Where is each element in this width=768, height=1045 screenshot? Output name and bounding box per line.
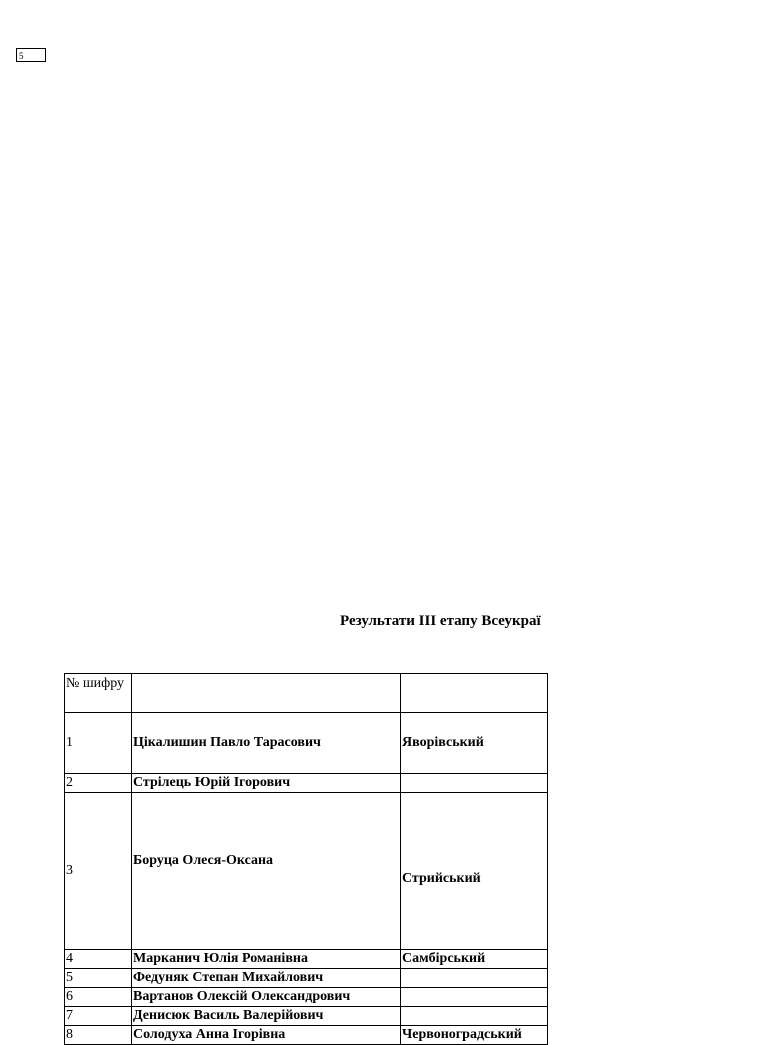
results-table [64,673,548,1045]
row-cipher-number: 2 [65,774,132,793]
row-participant-name: Денисюк Василь Валерійович [132,1007,401,1026]
row-district [401,969,548,988]
header-cipher-number: № шифру [65,674,132,713]
row-district [401,988,548,1007]
row-participant-name: Цікалишин Павло Тарасович [132,713,401,774]
table-row [65,774,548,793]
row-cipher-number: 1 [65,713,132,774]
row-district: Яворівський [401,713,548,774]
table-row [65,793,548,950]
row-participant-name: Федуняк Степан Михайлович [132,969,401,988]
row-district: Самбірський [401,950,548,969]
table-row [65,950,548,969]
table-row [65,969,548,988]
row-district: Стрийський [401,793,548,950]
row-cipher-number: 3 [65,793,132,950]
table-row [65,1007,548,1026]
row-cipher-number: 8 [65,1026,132,1045]
row-cipher-number: 4 [65,950,132,969]
results-heading: Результати III етапу Всеукраї [340,613,541,629]
row-cipher-number: 7 [65,1007,132,1026]
page-number-badge: 5 [16,48,46,62]
row-participant-name: Солодуха Анна Ігорівна [132,1026,401,1045]
table-header-row [65,674,548,713]
row-cipher-number: 5 [65,969,132,988]
header-name [132,674,401,713]
header-district [401,674,548,713]
table-row [65,1026,548,1045]
row-district: Червоноградський [401,1026,548,1045]
row-participant-name: Боруца Олеся-Оксана [132,793,401,950]
row-district [401,1007,548,1026]
row-participant-name: Вартанов Олексій Олександрович [132,988,401,1007]
row-district [401,774,548,793]
table-row [65,713,548,774]
row-cipher-number: 6 [65,988,132,1007]
row-participant-name: Маркaнич Юлія Романівна [132,950,401,969]
table-row [65,988,548,1007]
row-participant-name: Стрілець Юрій Ігорович [132,774,401,793]
